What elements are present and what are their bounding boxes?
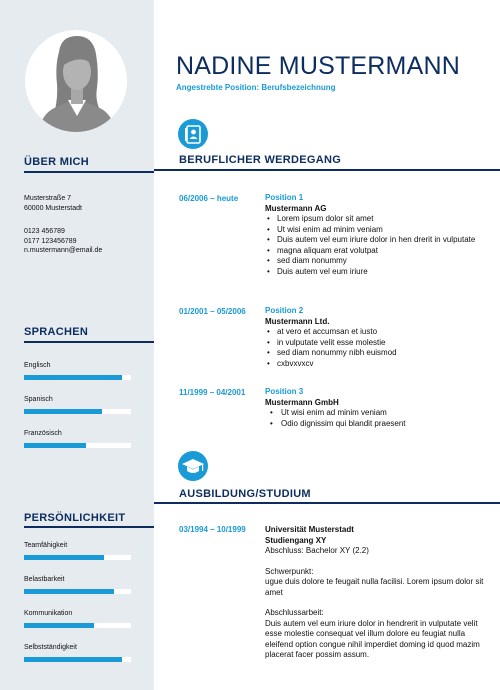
- address-block: [24, 194, 82, 213]
- duty-item: • Odio dignissim qui blandit praesent: [265, 419, 497, 430]
- language-label: Spanisch: [24, 396, 53, 403]
- duty-item: • cxbvxvxcv: [265, 359, 497, 370]
- company-name: Mustermann GmbH: [265, 397, 339, 407]
- duty-item: • sed diam nonummy: [265, 256, 497, 267]
- position-title: Position 1: [265, 193, 304, 202]
- education-entry: [265, 525, 495, 661]
- trait-label: Teamfähigkeit: [24, 542, 68, 549]
- duties-list: [265, 408, 497, 429]
- trait-level-bar: [24, 623, 131, 628]
- duty-item: • at vero et accumsan et iusto: [265, 327, 497, 338]
- phone-landline: 0123 456789: [24, 228, 65, 235]
- duty-item: • in vulputate velit esse molestie: [265, 338, 497, 349]
- trait-level-fill: [24, 657, 122, 662]
- education-rule: [154, 502, 500, 504]
- experience-entry-3: [265, 387, 497, 429]
- languages-rule: [24, 341, 154, 343]
- full-name: NADINE MUSTERMANN: [176, 52, 460, 80]
- languages-heading: SPRACHEN: [24, 326, 89, 338]
- experience-entry-1: [265, 193, 497, 277]
- duties-list: [265, 327, 497, 369]
- trait-label: Selbstständigkeit: [24, 644, 77, 651]
- thesis-label: Abschlussarbeit:: [265, 608, 324, 617]
- experience-date-2: 01/2001 – 05/2006: [179, 307, 246, 316]
- degree: Abschluss: Bachelor XY (2.2): [265, 546, 369, 555]
- street: Musterstraße 7: [24, 195, 72, 202]
- thesis-text: Duis autem vel eum iriure dolor in hendrerit in vulputate velit esse molestie consequat vel illum dolore eu feugiat nulla eleifend option congue nihil imperdiet doming id quod mazim placerat facer possim assum.: [265, 618, 480, 659]
- university-name: Universität Musterstadt: [265, 525, 354, 534]
- education-heading: AUSBILDUNG/STUDIUM: [179, 488, 311, 500]
- education-date: 03/1994 – 10/1999: [179, 525, 246, 534]
- language-level-bar: [24, 443, 131, 448]
- language-level-bar: [24, 375, 131, 380]
- sidebar: [0, 0, 154, 690]
- company-name: Mustermann Ltd.: [265, 316, 330, 326]
- duty-item: • Lorem ipsum dolor sit amet: [265, 214, 497, 225]
- duty-item: • Duis autem vel eum iriure dolor in hen drerit in vulputate: [265, 235, 497, 246]
- about-rule: [24, 171, 154, 173]
- position-title: Position 3: [265, 387, 304, 396]
- desired-position: Angestrebte Position: Berufsbezeichnung: [176, 83, 336, 92]
- language-level-fill: [24, 409, 102, 414]
- personality-rule: [24, 526, 154, 528]
- trait-level-fill: [24, 589, 114, 594]
- language-level-bar: [24, 409, 131, 414]
- graduation-cap-icon: [178, 451, 208, 481]
- duty-item: • Ut wisi enim ad minim veniam: [265, 225, 497, 236]
- duty-item: • sed diam nonummy nibh euismod: [265, 348, 497, 359]
- duty-item: • Ut wisi enim ad minim veniam: [265, 408, 497, 419]
- language-level-fill: [24, 443, 86, 448]
- person-silhouette-icon: [25, 30, 127, 132]
- program-name: Studiengang XY: [265, 535, 327, 545]
- duty-item: • magna aliquam erat volutpat: [265, 246, 497, 257]
- duties-list: [265, 214, 497, 277]
- phone-mobile: 0177 123456789: [24, 237, 77, 245]
- experience-rule: [154, 169, 500, 171]
- trait-label: Kommunikation: [24, 610, 73, 617]
- trait-level-bar: [24, 589, 131, 594]
- avatar: [25, 30, 127, 132]
- contact-block: [24, 227, 102, 256]
- experience-entry-2: [265, 306, 497, 369]
- duty-item: • Duis autem vel eum iriure: [265, 267, 497, 278]
- trait-level-fill: [24, 623, 94, 628]
- trait-level-bar: [24, 555, 131, 560]
- focus-label: Schwerpunkt:: [265, 566, 314, 576]
- language-label: Englisch: [24, 362, 51, 369]
- language-level-fill: [24, 375, 122, 380]
- experience-date-1: 06/2006 – heute: [179, 194, 239, 203]
- trait-level-fill: [24, 555, 104, 560]
- about-heading: ÜBER MICH: [24, 156, 90, 168]
- city: 60000 Musterstadt: [24, 204, 82, 212]
- trait-level-bar: [24, 657, 131, 662]
- experience-heading: BERUFLICHER WERDEGANG: [179, 154, 342, 166]
- id-card-icon: [178, 119, 208, 149]
- focus-text: ugue duis dolore te feugait nulla facilisi. Lorem ipsum dolor sit amet: [265, 577, 484, 597]
- email: n.mustermann@email.de: [24, 247, 103, 254]
- language-label: Französisch: [24, 430, 62, 437]
- company-name: Mustermann AG: [265, 203, 327, 213]
- position-title: Position 2: [265, 306, 304, 315]
- trait-label: Belastbarkeit: [24, 576, 65, 583]
- experience-date-3: 11/1999 – 04/2001: [179, 388, 246, 397]
- personality-heading: PERSÖNLICHKEIT: [24, 512, 126, 524]
